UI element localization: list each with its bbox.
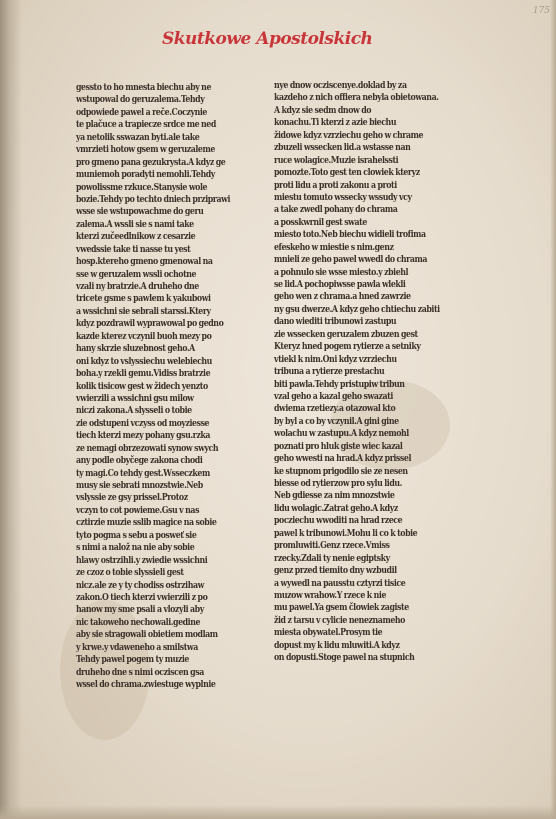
text-line: kazde kterez vczynil buoh mezy po xyxy=(76,330,212,342)
text-line: hany skrzie sluzebnost geho.A xyxy=(76,343,195,355)
text-line: bozie.Tehdy po techto dniech prziprawi xyxy=(76,193,230,205)
text-line: vmrzieti hotow gsem w geruzaleme xyxy=(76,144,215,156)
text-column-right xyxy=(274,80,444,665)
text-line: hlawy ostrzihli.y zwiedie wssichni xyxy=(76,554,208,566)
text-line: ty magi.Co tehdy gest.Wsseczkem xyxy=(76,467,210,479)
text-line: ruce wolagice.Muzie israhelssti xyxy=(274,154,399,166)
text-line: muniemoh poradyti nemohli.Tehdy xyxy=(76,169,215,181)
text-line: genz przed tiemito dny wzbudil xyxy=(274,565,397,577)
text-line: y krwe.y vdaweneho a smilstwa xyxy=(76,641,198,653)
text-line: geho wwesti na hrad.A kdyz prissel xyxy=(274,453,411,465)
text-line: a posskwrnil gest swate xyxy=(274,216,367,228)
text-line: Tehdy pawel pogem ty muzie xyxy=(76,654,189,666)
text-line: Neb gdiesse za nim mnozstwie xyxy=(274,490,395,502)
text-line: wsse sie wstupowachme do geru xyxy=(76,206,204,218)
text-line: wstupowal do geruzalema.Tehdy xyxy=(76,94,205,106)
text-line: pawel k tribunowi.Mohu li co k tobie xyxy=(274,527,418,539)
text-line: židowe kdyz vzrziechu geho w chrame xyxy=(274,129,424,141)
text-line: musy sie sebrati mnozstwie.Neb xyxy=(76,480,203,491)
text-line: druheho dne s nimi ocziscen gsa xyxy=(76,666,204,678)
text-line: cztirzie muzie sslib magice na sobie xyxy=(76,517,217,529)
text-line: miestu tomuto wssecky wssudy vcy xyxy=(274,191,412,203)
text-line: a wssichni sie sebrali starssi.Ktery xyxy=(76,305,211,317)
text-line: kterzi zučeedlnikow z cesarzie xyxy=(76,231,196,243)
text-line: vwedssie take ti nasse tu yest xyxy=(76,243,191,255)
text-line: niczi zakona.A slysseli o tobie xyxy=(76,405,192,417)
text-line: a wywedl na pausstu cztyrzi tisice xyxy=(274,577,406,589)
text-line: by byl a co by vczynil.A gini gine xyxy=(274,415,399,427)
page-edge-bottom xyxy=(0,805,556,819)
text-line: boha.y rzekli gemu.Vidiss bratrzie xyxy=(76,368,211,380)
text-line: zie wssecken geruzalem zbuzen gest xyxy=(274,328,418,340)
text-line: ke stupnom prigodilo sie ze nesen xyxy=(274,465,408,477)
text-line: mu pawel.Ya gsem člowiek zagiste xyxy=(274,602,409,614)
text-line: vczyn to cot powieme.Gsu v nas xyxy=(76,504,200,516)
text-line: kazdeho z nich offiera nebyla obietowana. xyxy=(274,92,439,104)
text-line: nic takoweho nechowali.gedine xyxy=(76,616,201,628)
text-line: proti lidu a proti zakonu a proti xyxy=(274,179,397,191)
text-line: vzal geho a kazal geho swazati xyxy=(274,390,393,402)
text-line: a take zwedl pohany do chrama xyxy=(274,204,398,216)
text-line: any podle obyčege zakona chodi xyxy=(76,455,203,467)
text-line: pro gmeno pana gezukrysta.A kdyz ge xyxy=(76,156,226,168)
text-column-left xyxy=(76,82,248,691)
text-line: efeskeho w miestie s nim.genz xyxy=(274,241,394,253)
text-line: mnieli ze geho pawel wwedl do chrama xyxy=(274,254,428,266)
text-line: pocziechu wwoditi na hrad rzece xyxy=(274,515,403,527)
binding-gutter xyxy=(0,0,22,819)
text-line: dano wiediti tribunowi zastupu xyxy=(274,316,397,328)
text-line: promluwiti.Genz rzece.Vmiss xyxy=(274,540,390,552)
text-line: aby sie stragowali obietiem modlam xyxy=(76,629,218,641)
page-edge-right xyxy=(550,0,556,819)
text-line: A kdyz sie sedm dnow do xyxy=(274,104,372,116)
text-line: geho wen z chrama.a hned zawrzie xyxy=(274,291,411,303)
text-line: ny gsu dwerze.A kdyz geho chtiechu zabiti xyxy=(274,303,440,315)
text-line: biesse od rytierzow pro sylu lidu. xyxy=(274,478,402,489)
text-line: vslyssie ze gsy prissel.Protoz xyxy=(76,492,188,504)
text-line: poznati pro hluk giste wiec kazal xyxy=(274,440,403,452)
text-line: zakon.O tiech kterzi vwierzili z po xyxy=(76,591,208,603)
text-line: biti pawla.Tehdy pristupiw tribun xyxy=(274,378,405,390)
text-line: tiech kterzi mezy pohany gsu.rzka xyxy=(76,430,211,442)
text-line: vzali ny bratrzie.A druheho dne xyxy=(76,281,199,292)
page-number: 175 xyxy=(532,6,550,16)
text-line: s nimi a nalož na nie aby sobie xyxy=(76,542,195,554)
text-line: oni kdyz to vslyssiechu welebiechu xyxy=(76,355,212,367)
text-line: nicz.ale ze y ty chodiss ostrzihaw xyxy=(76,579,204,591)
text-line: ze czoz o tobie slyssieli gest xyxy=(76,567,184,579)
text-line: muzow wrahow.Y rzece k nie xyxy=(274,589,387,601)
text-line: nye dnow ocziscenye.doklad by za xyxy=(274,80,407,91)
text-line: zie odstupeni vczyss od moyziesse xyxy=(76,417,210,429)
text-line: hosp.ktereho gmeno gmenowal na xyxy=(76,256,213,268)
text-line: ya netolik sswazan byti.ale take xyxy=(76,131,200,143)
text-line: tribuna a rytierze prestachu xyxy=(274,366,385,378)
text-line: žid z tarsu v cylicie neneznameho xyxy=(274,614,405,626)
text-line: zbuzeli wssecken lid.a wstasse nan xyxy=(274,142,411,154)
text-line: dopust my k lidu mluwiti.A kdyz xyxy=(274,639,400,651)
text-line: zalema.A wssli sie s nami take xyxy=(76,218,194,230)
running-head: Skutkowe Apostolskich xyxy=(162,29,373,49)
text-line: wolachu w zastupu.A kdyz nemohl xyxy=(274,428,409,440)
text-line: sse w geruzalem wssli ochotne xyxy=(76,268,197,280)
text-line: powolissme rzkuce.Stanysie wole xyxy=(76,181,208,193)
text-line: odpowiede pawel a reče.Coczynie xyxy=(76,106,207,118)
text-line: lidu wolagic.Zatrat geho.A kdyz xyxy=(274,502,398,514)
text-line: Kteryz hned pogem rytierze a setniky xyxy=(274,341,421,353)
text-line: ze nemagi obrzezowati synow swych xyxy=(76,442,219,454)
text-line: te plačuce a trapiecze srdce me ned xyxy=(76,119,216,131)
text-line: kdyz pozdrawil wyprawowal po gedno xyxy=(76,318,224,330)
text-line: tyto pogma s sebu a posweť sie xyxy=(76,529,197,541)
text-line: rzecky.Zdali ty nenie egiptsky xyxy=(274,552,390,564)
text-line: a pohnulo sie wsse miesto.y zbiehl xyxy=(274,266,409,278)
text-line: tricete gsme s pawlem k yakubowi xyxy=(76,293,211,305)
text-line: gessto to ho mnesta biechu aby ne xyxy=(76,82,212,93)
text-line: kolik tisicow gest w židech yenzto xyxy=(76,380,208,392)
text-line: vtiekl k nim.Oni kdyz vzrziechu xyxy=(274,353,397,365)
text-line: pomozte.Toto gest ten clowiek kteryz xyxy=(274,167,420,179)
text-line: konachu.Ti kterzi z azie biechu xyxy=(274,117,397,129)
text-line: dwiema rzetiezy.a otazowal kto xyxy=(274,403,396,415)
text-line: miesta obywatel.Prosym tie xyxy=(274,627,383,639)
text-line: miesto toto.Neb biechu widieli trofima xyxy=(274,229,426,241)
text-line: vwierzili a wssichni gsu milow xyxy=(76,392,194,404)
text-line: hanow my sme psali a vlozyli aby xyxy=(76,604,204,616)
text-line: se lid.A pochopiwsse pawla wlekli xyxy=(274,279,406,290)
text-line: on dopusti.Stoge pawel na stupnich xyxy=(274,652,415,664)
text-line: wssel do chrama.zwiestuge wyplnie xyxy=(76,679,216,690)
